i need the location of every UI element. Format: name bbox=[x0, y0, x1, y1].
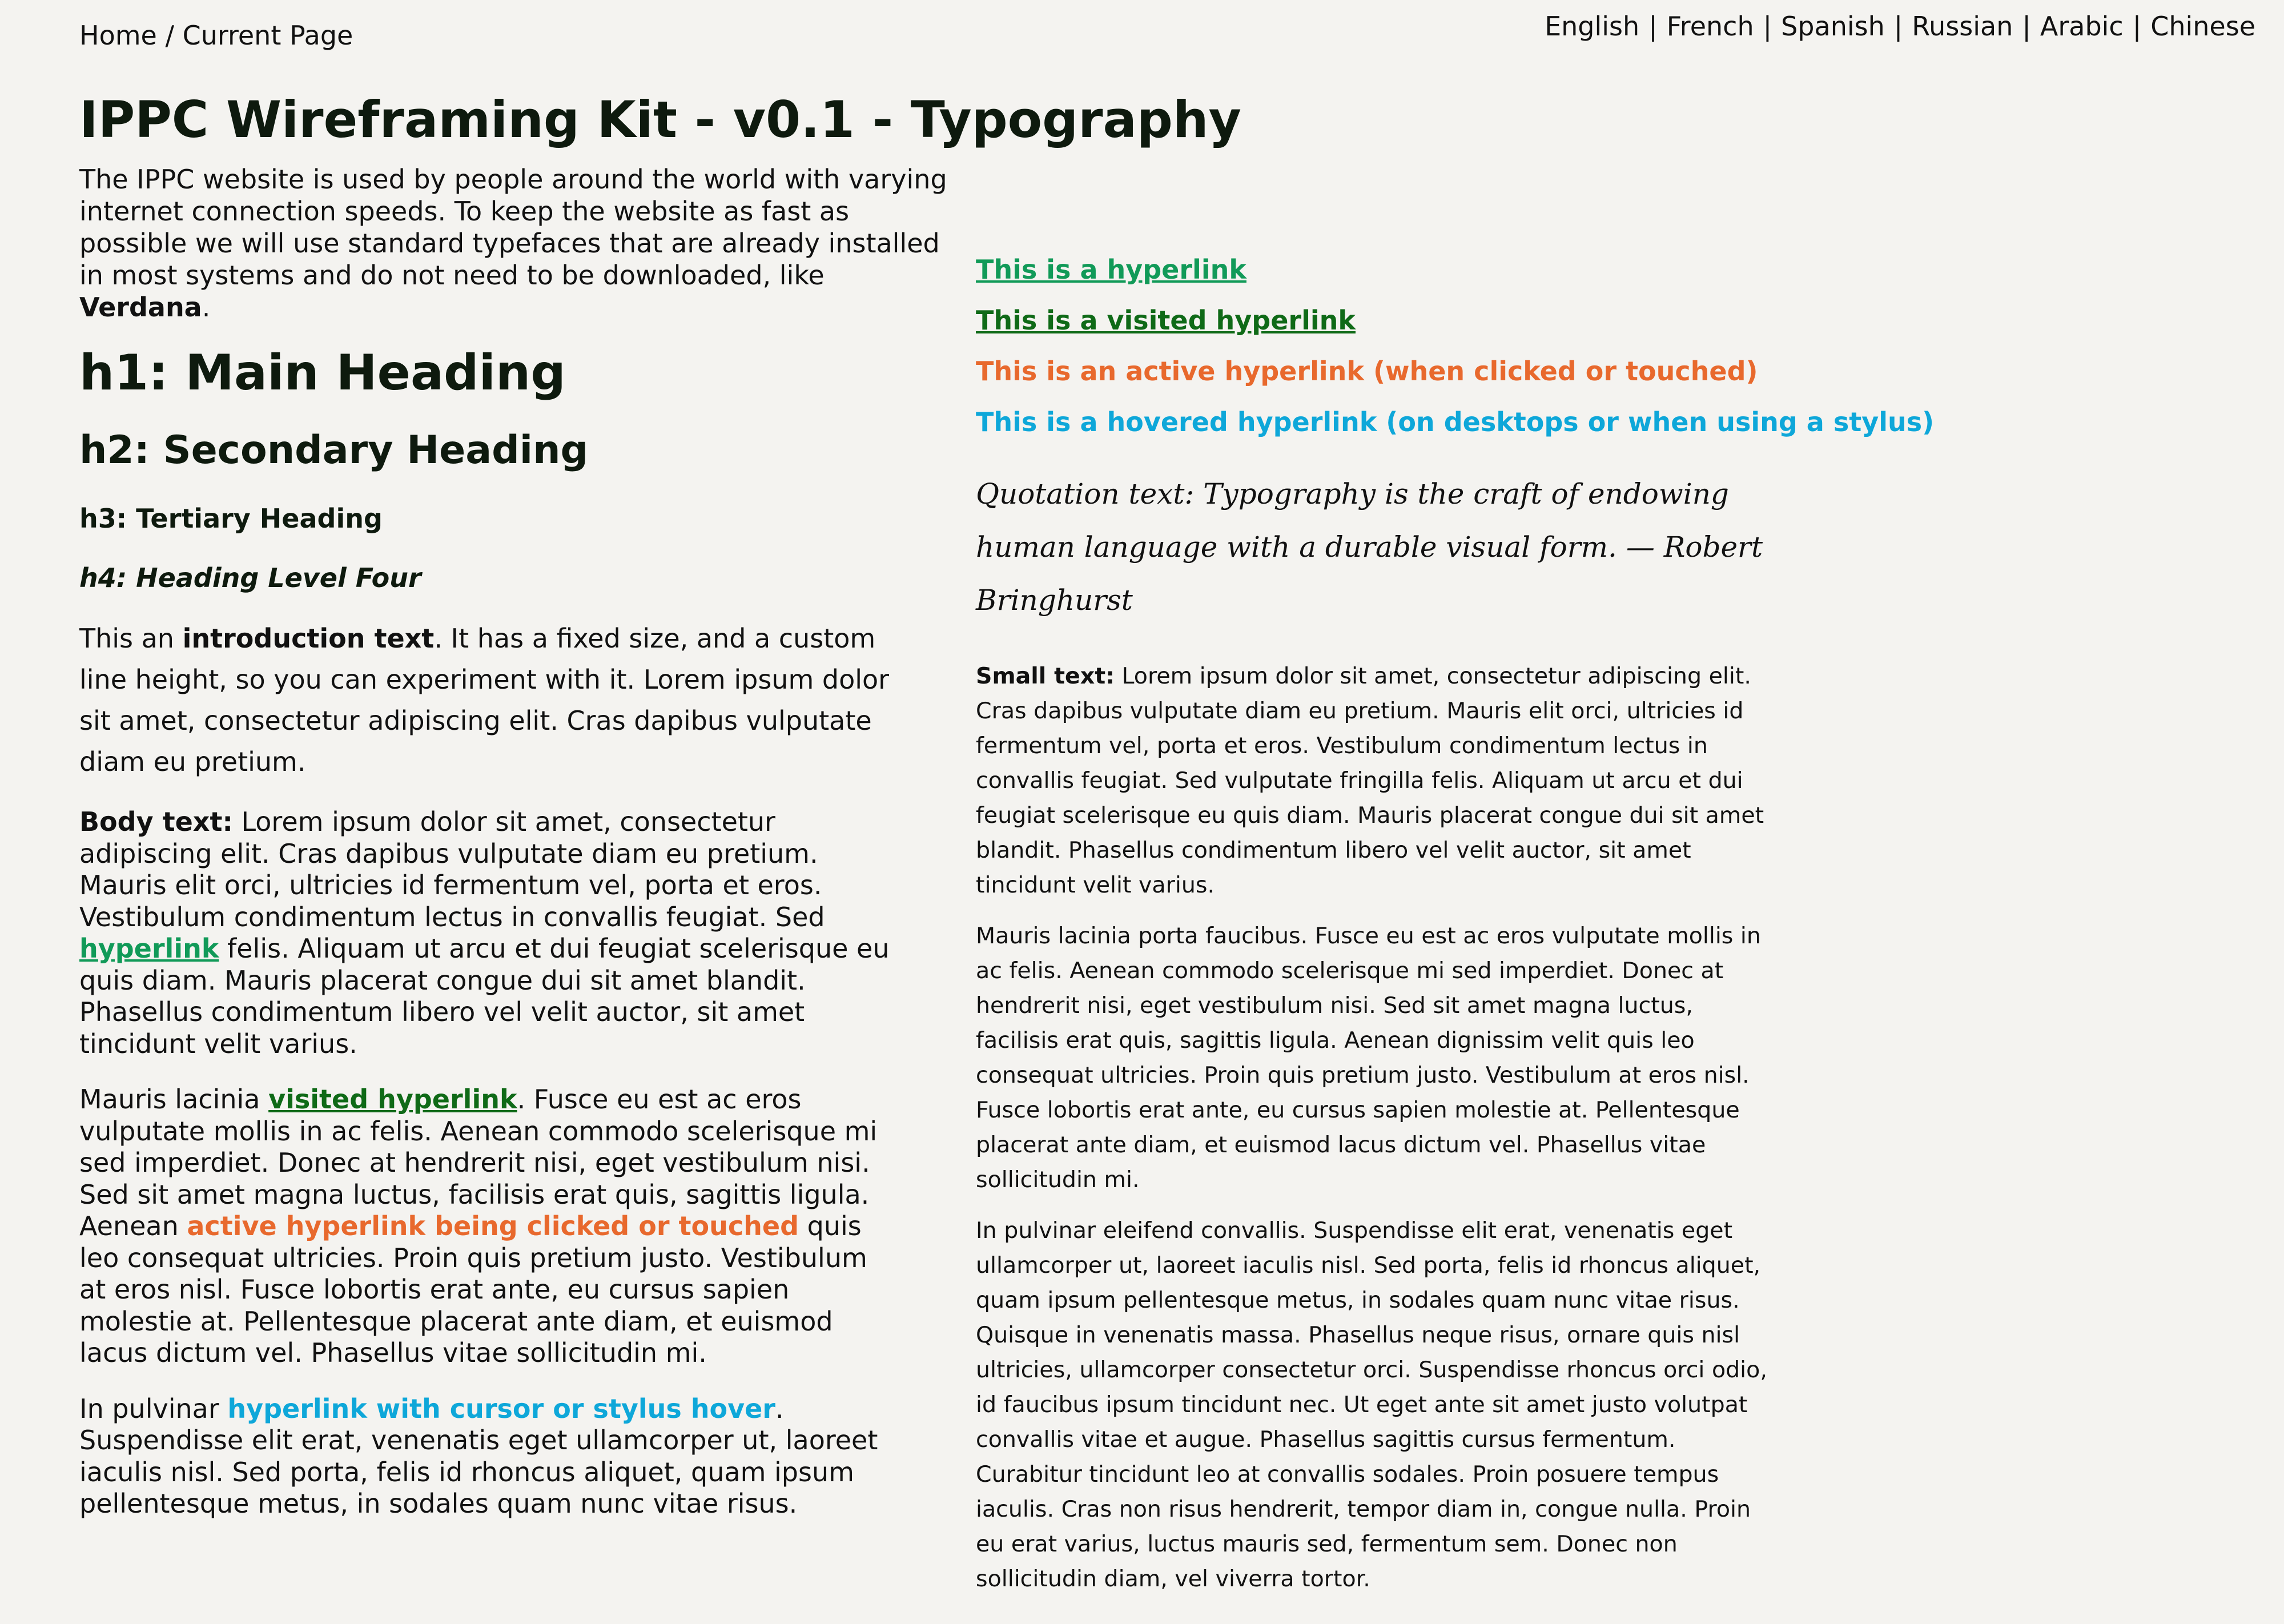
body-text-paragraph bbox=[79, 806, 890, 1060]
body-text-after: . Suspendisse elit erat, venenatis eget ullamcorper ut, laoreet iaculis nisl. Sed porta, felis id rhoncus aliquet, quam ipsum pellentesque metus, in sodales quam nunc vitae risus. bbox=[79, 1393, 878, 1519]
inline-hovered-hyperlink[interactable]: hyperlink with cursor or stylus hover bbox=[227, 1393, 775, 1424]
small-text-paragraph: In pulvinar eleifend convallis. Suspendisse elit erat, venenatis eget ullamcorper ut, laoreet iaculis nisl. Sed porta, felis id rhoncus aliquet, quam ipsum pellentesque metus, in sodales quam nunc vitae risus. Quisque in venenatis massa. Phasellus neque risus, ornare quis nisl ultricies, ullamcorper consectetur orci. Suspendisse rhoncus orci odio, id faucibus ipsum tincidunt nec. Ut eget ante sit amet justo volutpat convallis vitae et augue. Phasellus sagittis cursus fermentum. Curabitur tincidunt leo at convallis sodales. Proin posuere tempus iaculis. Cras non risus hendrerit, tempor diam in, congue nulla. Proin eu erat varius, luctus mauris sed, fermentum sem. Donec non sollicitudin diam, vel viverra tortor. bbox=[976, 1217, 1767, 1592]
visited-hyperlink-sample[interactable]: This is a visited hyperlink bbox=[976, 305, 1356, 336]
intro-paragraph-text: The IPPC website is used by people around the world with varying internet connection speeds. To keep the website as fast as possible we will use standard typefaces that are already installed in most systems and do not need to be downloaded, like bbox=[79, 164, 947, 291]
body-text-paragraph bbox=[79, 1084, 890, 1369]
language-switcher bbox=[1545, 8, 2255, 45]
active-hyperlink-sample[interactable]: This is an active hyperlink (when clicked or touched) bbox=[976, 356, 1758, 387]
intro-paragraph-emphasis: Verdana bbox=[79, 292, 202, 323]
hovered-hyperlink-sample[interactable]: This is a hovered hyperlink (on desktops or when using a stylus) bbox=[976, 407, 1935, 437]
body-text-before: Mauris lacinia bbox=[79, 1084, 260, 1115]
body-text-after: quis leo consequat ultricies. Proin quis pretium justo. Vestibulum at eros nisl. Fusce lobortis erat ante, eu cursus sapien molestie at. Pellentesque placerat ante diam, et euismod lacus dictum vel. Phasellus vitae sollicitudin mi. bbox=[79, 1211, 867, 1368]
inline-hyperlink[interactable]: hyperlink bbox=[79, 933, 219, 964]
small-text-body: Lorem ipsum dolor sit amet, consectetur adipiscing elit. Cras dapibus vulputate diam eu pretium. Mauris elit orci, ultricies id fermentum vel, porta et eros. Vestibulum condimentum lectus in convallis feugiat. Sed vulputate fringilla felis. Aliquam ut arcu et dui feugiat scelerisque eu quis diam. Mauris placerat congue dui sit amet blandit. Phasellus condimentum libero vel velit auctor, sit amet tincidunt velit varius. bbox=[976, 663, 1764, 898]
left-column bbox=[79, 163, 953, 1520]
body-text-label: Body text: bbox=[79, 806, 233, 837]
heading-sample-h4: h4: Heading Level Four bbox=[79, 562, 421, 593]
small-text-label: Small text: bbox=[976, 663, 1115, 689]
intro-paragraph bbox=[79, 163, 953, 323]
breadcrumb-current: Current Page bbox=[182, 20, 353, 51]
language-russian[interactable]: Russian bbox=[1912, 11, 2013, 42]
body-text-middle: . Fusce eu est ac eros vulputate mollis in ac felis. Aenean commodo scelerisque mi sed imperdiet. Donec at hendrerit nisi, eget vestibulum nisi. Sed sit amet magna luctus, facilisis erat quis, sagittis ligula. Aenean bbox=[79, 1084, 878, 1241]
heading-sample-h2: h2: Secondary Heading bbox=[79, 428, 589, 473]
language-separator: | bbox=[2022, 11, 2031, 42]
small-text-paragraph: Mauris lacinia porta faucibus. Fusce eu est ac eros vulputate mollis in ac felis. Aenean commodo scelerisque mi sed imperdiet. Donec at hendrerit nisi, eget vestibulum nisi. Sed sit amet magna luctus, facilisis erat quis, sagittis ligula. Aenean dignissim velit quis leo consequat ultricies. Proin quis pretium justo. Vestibulum at eros nisl. Fusce lobortis erat ante, eu cursus sapien molestie at. Pellentesque placerat ante diam, et euismod lacus dictum vel. Phasellus vitae sollicitudin mi. bbox=[976, 923, 1761, 1193]
heading-sample-h1: h1: Main Heading bbox=[79, 344, 566, 401]
breadcrumb bbox=[79, 17, 353, 54]
language-french[interactable]: French bbox=[1666, 11, 1754, 42]
introduction-text-after: . It has a fixed size, and a custom line height, so you can experiment with it. Lorem ipsum dolor sit amet, consectetur adipiscing elit. Cras dapibus vulputate diam eu pretium. bbox=[79, 623, 890, 777]
introduction-text-bold: introduction text bbox=[182, 623, 435, 654]
body-text-paragraph bbox=[79, 1393, 890, 1520]
hyperlink-sample[interactable]: This is a hyperlink bbox=[976, 254, 1246, 285]
page-title: IPPC Wireframing Kit - v0.1 - Typography bbox=[79, 90, 1241, 149]
right-column bbox=[976, 251, 1958, 1597]
language-chinese[interactable]: Chinese bbox=[2150, 11, 2255, 42]
inline-active-hyperlink[interactable]: active hyperlink being clicked or touched bbox=[187, 1211, 799, 1241]
heading-sample-h3: h3: Tertiary Heading bbox=[79, 503, 383, 534]
language-separator: | bbox=[1763, 11, 1772, 42]
introduction-text bbox=[79, 618, 890, 782]
intro-paragraph-end: . bbox=[202, 292, 211, 323]
introduction-text-before: This an bbox=[79, 623, 174, 654]
body-text-after: felis. Aliquam ut arcu et dui feugiat scelerisque eu quis diam. Mauris placerat congue dui sit amet blandit. Phasellus condimentum libero vel velit auctor, sit amet tincidunt velit varius. bbox=[79, 933, 890, 1059]
body-text-before: Lorem ipsum dolor sit amet, consectetur adipiscing elit. Cras dapibus vulputate diam eu pretium. Mauris elit orci, ultricies id fermentum vel, porta et eros. Vestibulum condimentum lectus in convallis feugiat. Sed bbox=[79, 806, 825, 932]
inline-visited-hyperlink[interactable]: visited hyperlink bbox=[268, 1084, 517, 1115]
quotation-text: Quotation text: Typography is the craft of endowing human language with a durable visual form. — Robert Bringhurst bbox=[976, 477, 1763, 617]
language-spanish[interactable]: Spanish bbox=[1781, 11, 1885, 42]
language-separator: | bbox=[2132, 11, 2142, 42]
language-separator: | bbox=[1648, 11, 1658, 42]
small-text-paragraph bbox=[976, 659, 1770, 903]
breadcrumb-separator: / bbox=[165, 20, 174, 51]
language-english[interactable]: English bbox=[1545, 11, 1640, 42]
body-text-before: In pulvinar bbox=[79, 1393, 219, 1424]
language-arabic[interactable]: Arabic bbox=[2040, 11, 2124, 42]
language-separator: | bbox=[1893, 11, 1903, 42]
breadcrumb-home-link[interactable]: Home bbox=[79, 20, 157, 51]
